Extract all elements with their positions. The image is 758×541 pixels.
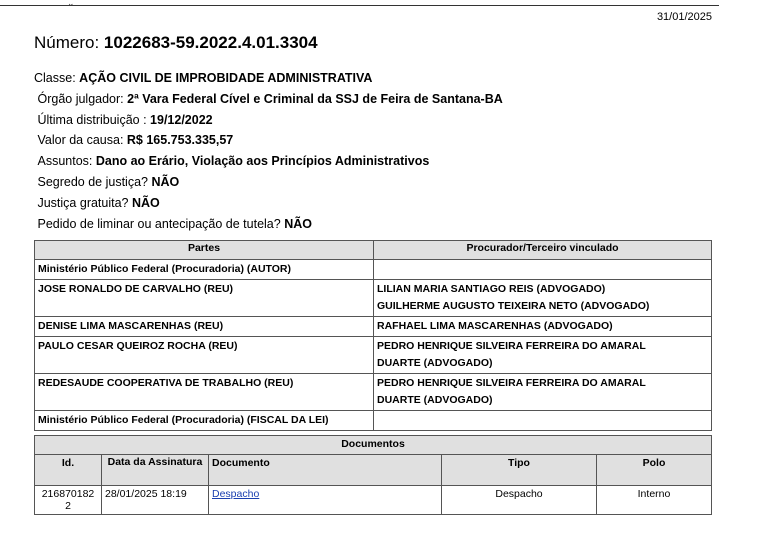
procurador-line: LILIAN MARIA SANTIAGO REIS (ADVOGADO) <box>377 283 606 295</box>
parte-cell: DENISE LIMA MASCARENHAS (REU) <box>35 317 374 337</box>
procurador-line: DUARTE (ADVOGADO) <box>377 357 493 369</box>
field-orgao-julgador <box>34 91 503 112</box>
procurador-cell <box>374 280 712 317</box>
field-assuntos <box>34 153 503 174</box>
field-value: R$ 165.753.335,57 <box>126 133 234 148</box>
field-label: Justiça gratuita? <box>37 195 129 210</box>
doc-link[interactable]: Despacho <box>212 488 260 500</box>
doc-data: 28/01/2025 18:19 <box>102 486 209 515</box>
process-fields <box>34 70 503 236</box>
col-id: Id. <box>35 455 102 486</box>
procurador-line: PEDRO HENRIQUE SILVEIRA FERREIRA DO AMARAL <box>377 340 646 352</box>
process-number <box>34 33 318 53</box>
table-row <box>35 337 712 374</box>
field-value: AÇÃO CIVIL DE IMPROBIDADE ADMINISTRATIVA <box>79 71 373 85</box>
table-row <box>35 280 712 317</box>
partes-header-row <box>35 241 712 260</box>
field-value: Dano ao Erário, Violação aos Princípios Administrativos <box>95 154 430 169</box>
table-row <box>35 486 712 515</box>
procurador-cell <box>374 374 712 411</box>
procurador-header: Procurador/Terceiro vinculado <box>374 241 712 260</box>
doc-tipo: Despacho <box>442 486 597 515</box>
table-row <box>35 260 712 280</box>
col-polo: Polo <box>597 455 712 486</box>
documentos-title-row <box>35 436 712 455</box>
field-label: Pedido de liminar ou antecipação de tutela? <box>37 216 281 231</box>
parte-cell: PAULO CESAR QUEIROZ ROCHA (REU) <box>35 337 374 374</box>
doc-id: 216870182 2 <box>35 486 102 515</box>
procurador-cell <box>374 317 712 337</box>
field-justica-gratuita <box>34 195 503 216</box>
procurador-line: GUILHERME AUGUSTO TEIXEIRA NETO (ADVOGADO) <box>377 300 650 312</box>
partes-header: Partes <box>35 241 374 260</box>
doc-documento-cell <box>209 486 442 515</box>
procurador-line: PEDRO HENRIQUE SILVEIRA FERREIRA DO AMARAL <box>377 377 646 389</box>
field-value: NÃO <box>284 216 312 231</box>
doc-polo: Interno <box>597 486 712 515</box>
documentos-title: Documentos <box>35 436 712 455</box>
col-documento: Documento <box>209 455 442 486</box>
procurador-cell <box>374 337 712 374</box>
table-row <box>35 317 712 337</box>
field-value: 2ª Vara Federal Cível e Criminal da SSJ de Feira de Santana-BA <box>127 91 503 106</box>
partes-table <box>34 240 712 431</box>
parte-cell: JOSE RONALDO DE CARVALHO (REU) <box>35 280 374 317</box>
print-date: 31/01/2025 <box>656 11 712 23</box>
field-label: Última distribuição : <box>37 112 147 127</box>
field-label: Assuntos: <box>37 154 93 169</box>
documentos-table <box>34 435 712 515</box>
col-tipo: Tipo <box>442 455 597 486</box>
top-mark: ⌄ <box>67 0 75 8</box>
field-value: NÃO <box>132 195 160 210</box>
field-value: 19/12/2022 <box>150 112 213 127</box>
documentos-header-row <box>35 455 712 486</box>
procurador-line: DUARTE (ADVOGADO) <box>377 394 493 406</box>
field-label: Valor da causa: <box>37 133 124 148</box>
field-classe <box>34 70 503 91</box>
process-number-label: Número: <box>34 33 100 52</box>
top-divider <box>0 5 719 6</box>
parte-cell: Ministério Público Federal (Procuradoria) (FISCAL DA LEI) <box>35 411 374 431</box>
field-label: Órgão julgador: <box>37 91 124 106</box>
field-segredo-justica <box>34 174 503 195</box>
parte-cell: Ministério Público Federal (Procuradoria) (AUTOR) <box>35 260 374 280</box>
procurador-cell <box>374 411 712 431</box>
field-ultima-distribuicao <box>34 112 503 133</box>
field-value: NÃO <box>151 174 180 189</box>
field-label: Classe: <box>34 71 76 85</box>
procurador-line: RAFHAEL LIMA MASCARENHAS (ADVOGADO) <box>377 320 613 332</box>
parte-cell: REDESAUDE COOPERATIVA DE TRABALHO (REU) <box>35 374 374 411</box>
field-valor-causa <box>34 132 503 153</box>
field-pedido-liminar <box>34 216 503 237</box>
process-number-value: 1022683-59.2022.4.01.3304 <box>103 33 318 52</box>
table-row <box>35 374 712 411</box>
col-data-assinatura: Data da Assinatura <box>102 455 209 486</box>
field-label: Segredo de justiça? <box>37 174 148 189</box>
procurador-cell <box>374 260 712 280</box>
table-row <box>35 411 712 431</box>
